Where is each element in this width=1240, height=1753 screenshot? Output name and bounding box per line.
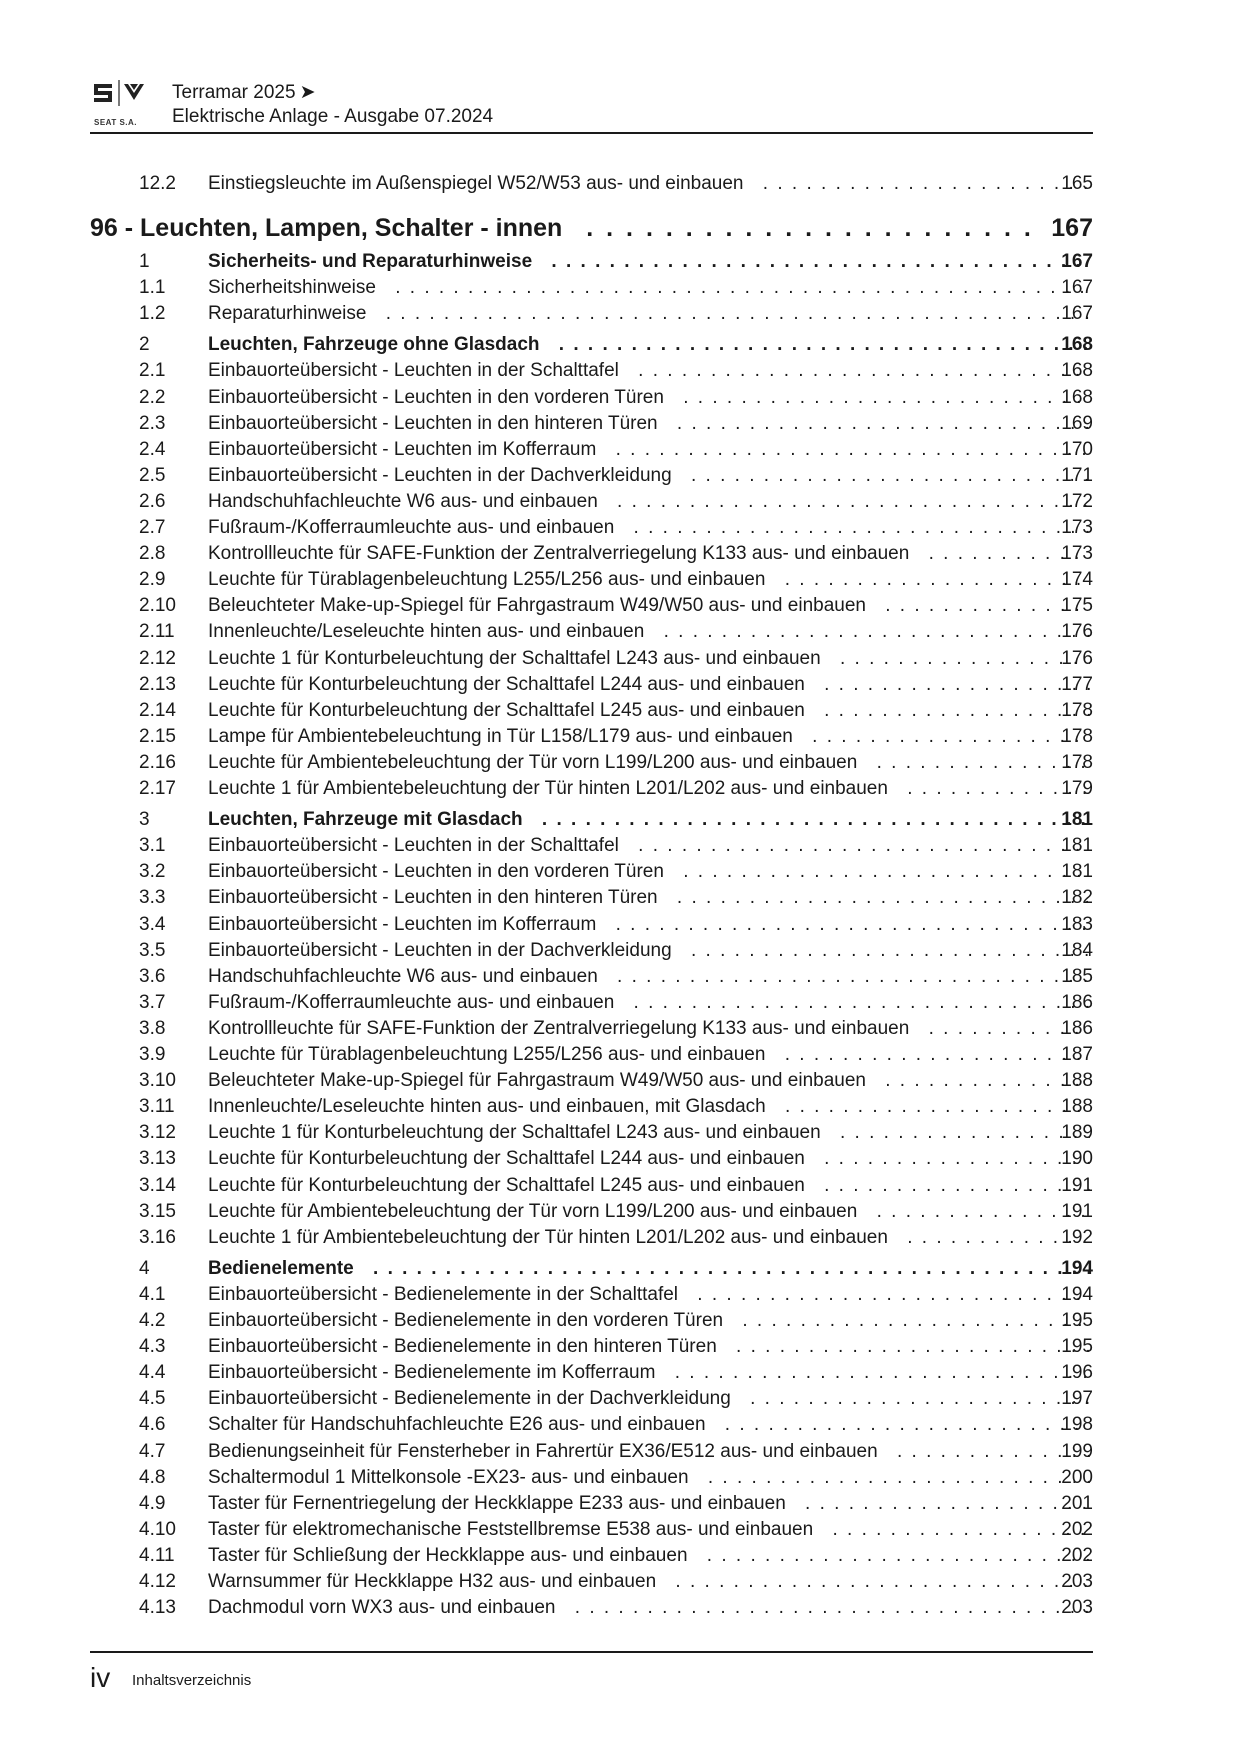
toc-entry-title: Leuchte für Konturbeleuchtung der Schalttafel L244 aus- und einbauen . . . — [208, 672, 1090, 698]
toc-entry-num: 2.8 — [139, 543, 166, 565]
document-subtitle: Elektrische Anlage - Ausgabe 07.2024 — [172, 106, 494, 127]
toc-entry-num: 2.1 — [139, 360, 166, 382]
toc-entry-page: 177 — [1061, 673, 1093, 695]
toc-entry[interactable] — [0, 859, 1240, 885]
toc-entry-title: Leuchten, Fahrzeuge ohne Glasdach . . . — [208, 332, 1090, 358]
toc-entry-page: 181 — [1061, 835, 1093, 857]
toc-entry-title: Leuchte 1 für Ambientebeleuchtung der Tür hinten L201/L202 aus- und einbauen . . . — [208, 1225, 1090, 1251]
toc-entry-num: 3.15 — [139, 1200, 176, 1222]
toc-entry-title: Einbauorteübersicht - Leuchten in der Dachverkleidung . . . — [208, 463, 1090, 489]
toc-entry-page: 181 — [1061, 861, 1093, 883]
toc-entry-title: Beleuchteter Make-up-Spiegel für Fahrgastraum W49/W50 aus- und einbauen . . . — [208, 1068, 1090, 1094]
toc-entry-title: Schaltermodul 1 Mittelkonsole -EX23- aus- und einbauen . . . — [208, 1465, 1090, 1491]
toc-entry-page: 176 — [1061, 647, 1093, 669]
toc-entry[interactable] — [0, 541, 1240, 567]
toc-entry-num: 4.11 — [139, 1544, 175, 1566]
toc-entry-page: 195 — [1061, 1336, 1093, 1358]
toc-entry-page: 171 — [1061, 464, 1093, 486]
toc-entry-num: 2.9 — [139, 569, 166, 591]
toc-entry-page: 195 — [1061, 1310, 1093, 1331]
toc-entry-num: 2.17 — [139, 778, 176, 799]
toc-entry-page: 188 — [1061, 1096, 1093, 1118]
toc-entry-title: Taster für elektromechanische Feststellbremse E538 aus- und einbauen . . . — [208, 1517, 1090, 1543]
toc-entry-title: Leuchte 1 für Konturbeleuchtung der Schalttafel L243 aus- und einbauen . . . — [208, 1120, 1090, 1146]
toc-entry-page: 182 — [1061, 887, 1093, 909]
toc-entry-num: 4.9 — [139, 1492, 166, 1514]
toc-entry-title: Handschuhfachleuchte W6 aus- und einbauen . . . — [208, 489, 1090, 515]
toc-entry-num: 2.6 — [139, 490, 166, 512]
toc-entry-num: 3.6 — [139, 965, 166, 987]
toc-entry-page: 187 — [1061, 1044, 1093, 1065]
toc-entry-page: 172 — [1061, 490, 1093, 512]
logo-text: SEAT S.A. — [94, 118, 138, 127]
toc-entry-title: Einbauorteübersicht - Leuchten in der Schalttafel . . . — [208, 833, 1090, 859]
toc-entry-title: Reparaturhinweise . . . — [208, 301, 1090, 327]
toc-entry-page: 185 — [1061, 965, 1093, 987]
toc-entry-title: Einbauorteübersicht - Bedienelemente in den vorderen Türen . . . — [208, 1308, 1090, 1334]
toc-entry-num: 3.9 — [139, 1044, 166, 1065]
toc-entry-page: 202 — [1061, 1518, 1093, 1540]
toc-entry-num: 3.10 — [139, 1070, 176, 1092]
toc-entry-page: 175 — [1061, 595, 1093, 617]
toc-entry-page: 176 — [1061, 621, 1093, 643]
toc-entry-title: Leuchte für Konturbeleuchtung der Schalttafel L245 aus- und einbauen . . . — [208, 1173, 1090, 1199]
toc-entry[interactable] — [0, 275, 1240, 301]
toc-entry-page: 194 — [1061, 1283, 1093, 1305]
toc-entry-page: 190 — [1061, 1148, 1093, 1170]
toc-entry-page: 184 — [1061, 939, 1093, 961]
toc-entry-title: Taster für Schließung der Heckklappe aus- und einbauen . . . — [208, 1543, 1090, 1569]
document-title: Terramar 2025 ➤ — [172, 82, 316, 103]
toc-entry-num: 4.3 — [139, 1336, 166, 1358]
toc-entry-page: 178 — [1061, 699, 1093, 721]
toc-entry-title: Innenleuchte/Leseleuchte hinten aus- und einbauen . . . — [208, 619, 1090, 645]
toc-entry-title: Dachmodul vorn WX3 aus- und einbauen . . . — [208, 1595, 1090, 1621]
toc-entry[interactable] — [0, 358, 1240, 384]
toc-entry-num: 3.2 — [139, 861, 166, 883]
toc-entry-title: Einbauorteübersicht - Bedienelemente in der Schalttafel . . . — [208, 1282, 1090, 1308]
toc-entry[interactable] — [0, 1199, 1240, 1225]
toc-entry-title: Einbauorteübersicht - Leuchten im Kofferraum . . . — [208, 912, 1090, 938]
toc-entry[interactable] — [0, 385, 1240, 411]
toc-entry[interactable] — [0, 990, 1240, 1016]
toc-entry-num: 2.3 — [139, 412, 166, 434]
toc-entry-page: 179 — [1061, 778, 1093, 799]
toc-entry-title: Warnsummer für Heckklappe H32 aus- und einbauen . . . — [208, 1569, 1090, 1595]
toc-entry[interactable] — [0, 750, 1240, 776]
toc-entry-title: Kontrollleuchte für SAFE-Funktion der Zentralverriegelung K133 aus- und einbauen . . . — [208, 541, 1090, 567]
toc-entry[interactable] — [0, 833, 1240, 859]
toc-entry[interactable] — [0, 1543, 1240, 1569]
toc-entry-title: Einbauorteübersicht - Leuchten in den hinteren Türen . . . — [208, 885, 1090, 911]
toc-entry[interactable] — [0, 1491, 1240, 1517]
toc-entry-num: 4.8 — [139, 1466, 166, 1488]
toc-entry-page: 168 — [1061, 334, 1093, 356]
toc-entry-num: 3.16 — [139, 1226, 176, 1248]
toc-entry[interactable] — [0, 724, 1240, 750]
toc-entry-page: 168 — [1061, 386, 1093, 408]
toc-section-heading[interactable] — [0, 1256, 1240, 1282]
toc-entry-title: Einbauorteübersicht - Bedienelemente in den hinteren Türen . . . — [208, 1334, 1090, 1360]
toc-entry-num: 3.4 — [139, 913, 166, 935]
toc-entry-num: 2.15 — [139, 725, 176, 747]
toc-entry-page: 194 — [1061, 1257, 1093, 1279]
toc-entry-num: 3.7 — [139, 991, 166, 1013]
toc-section-heading[interactable] — [0, 807, 1240, 833]
toc-entry[interactable] — [0, 411, 1240, 437]
toc-entry[interactable] — [0, 1412, 1240, 1438]
toc-entry-title: Leuchte für Türablagenbeleuchtung L255/L256 aus- und einbauen . . . — [208, 567, 1090, 593]
toc-entry-num: 2.14 — [139, 699, 176, 721]
toc-entry-page: 173 — [1061, 543, 1093, 565]
toc-entry-num: 2.4 — [139, 438, 166, 460]
toc-entry[interactable] — [0, 1016, 1240, 1042]
toc-entry[interactable] — [0, 912, 1240, 938]
toc-entry-page: 201 — [1061, 1492, 1093, 1514]
toc-entry[interactable] — [0, 964, 1240, 990]
toc-entry-num: 1.1 — [139, 277, 166, 299]
toc-entry-num: 3.14 — [139, 1174, 176, 1196]
toc-entry-page: 183 — [1061, 913, 1093, 935]
toc-entry-num: 2.13 — [139, 673, 176, 695]
toc-entry-page: 189 — [1061, 1122, 1093, 1144]
toc-entry-page: 191 — [1061, 1174, 1093, 1196]
toc-entry-title: Leuchte 1 für Konturbeleuchtung der Schalttafel L243 aus- und einbauen . . . — [208, 646, 1090, 672]
toc-entry-num: 4.12 — [139, 1571, 176, 1592]
toc-entry-num: 2 — [139, 334, 150, 356]
toc-entry-page: 203 — [1061, 1597, 1093, 1619]
toc-entry-num: 4.5 — [139, 1388, 166, 1410]
toc-entry-title: Einbauorteübersicht - Leuchten in der Dachverkleidung . . . — [208, 938, 1090, 964]
toc-entry[interactable] — [0, 1308, 1240, 1334]
toc-entry[interactable] — [0, 1282, 1240, 1308]
toc-entry-page: 169 — [1061, 412, 1093, 434]
page-number: iv — [90, 1662, 111, 1693]
toc-entry[interactable] — [0, 646, 1240, 672]
toc-entry[interactable] — [0, 593, 1240, 619]
toc-entry[interactable] — [0, 437, 1240, 463]
toc-entry-num: 2.16 — [139, 751, 176, 773]
toc-section-heading[interactable] — [0, 249, 1240, 275]
toc-entry[interactable] — [0, 301, 1240, 327]
toc-entry-num: 1.2 — [139, 303, 166, 325]
toc-entry[interactable] — [0, 885, 1240, 911]
toc-entry-title: Innenleuchte/Leseleuchte hinten aus- und einbauen, mit Glasdach . . . — [208, 1094, 1090, 1120]
toc-entry[interactable] — [0, 1569, 1240, 1595]
toc-entry-page: 173 — [1061, 517, 1093, 538]
toc-entry-num: 2.5 — [139, 464, 166, 486]
toc-entry[interactable] — [0, 1517, 1240, 1543]
toc-entry-page: 178 — [1061, 725, 1093, 747]
toc-entry-title: Leuchte für Ambientebeleuchtung der Tür vorn L199/L200 aus- und einbauen . . . — [208, 1199, 1090, 1225]
toc-entry[interactable] — [0, 1094, 1240, 1120]
arrow-icon: ➤ — [299, 82, 316, 103]
toc-entry-num: 3.1 — [139, 835, 166, 857]
toc-entry-num: 3.13 — [139, 1148, 176, 1170]
toc-entry-page: 170 — [1061, 438, 1093, 460]
toc-entry-num: 4.1 — [139, 1283, 166, 1305]
toc-entry-num: 4.7 — [139, 1440, 166, 1462]
toc-entry-num: 3.12 — [139, 1122, 176, 1144]
toc-entry[interactable] — [0, 1120, 1240, 1146]
toc-entry-page: 192 — [1061, 1226, 1093, 1248]
toc-entry-num: 2.11 — [139, 621, 175, 643]
toc-entry-page: 200 — [1061, 1466, 1093, 1488]
toc-entry[interactable]: 12.2 Einstiegsleuchte im Außenspiegel W52/W53 aus- und einbauen . . . 165 — [0, 171, 1240, 197]
toc-entry[interactable] — [0, 1146, 1240, 1172]
toc-entry-title: Einbauorteübersicht - Leuchten in den vorderen Türen . . . — [208, 859, 1090, 885]
page-header — [90, 70, 1093, 135]
toc-entry[interactable] — [0, 463, 1240, 489]
toc-entry-page: 203 — [1061, 1571, 1093, 1592]
toc-entry-num: 3 — [139, 809, 150, 831]
toc-entry-num: 2.10 — [139, 595, 176, 617]
toc-entry-num: 4 — [139, 1257, 150, 1279]
toc-entry[interactable] — [0, 567, 1240, 593]
toc-entry-title: Leuchte für Ambientebeleuchtung der Tür vorn L199/L200 aus- und einbauen . . . — [208, 750, 1090, 776]
toc-entry-title: Schalter für Handschuhfachleuchte E26 aus- und einbauen . . . — [208, 1412, 1090, 1438]
toc-section-heading[interactable] — [0, 332, 1240, 358]
toc-entry[interactable] — [0, 1595, 1240, 1621]
toc-entry[interactable] — [0, 1225, 1240, 1251]
toc-entry-page: 167 — [1061, 277, 1093, 299]
toc-entry-title: Fußraum-/Kofferraumleuchte aus- und einbauen . . . — [208, 990, 1090, 1016]
toc-entry-title: Leuchte 1 für Ambientebeleuchtung der Tür hinten L201/L202 aus- und einbauen . . . — [208, 776, 1090, 802]
toc-entry-title: Leuchte für Konturbeleuchtung der Schalttafel L245 aus- und einbauen . . . — [208, 698, 1090, 724]
toc-entry-num: 1 — [139, 251, 150, 272]
toc-entry-page: 186 — [1061, 991, 1093, 1013]
toc-entry-page: 188 — [1061, 1070, 1093, 1092]
toc-entry-page: 199 — [1061, 1440, 1093, 1462]
toc-entry-title: Einbauorteübersicht - Leuchten in den hinteren Türen . . . — [208, 411, 1090, 437]
toc-entry[interactable] — [0, 672, 1240, 698]
toc-entry-num: 2.12 — [139, 647, 176, 669]
toc-entry[interactable] — [0, 1465, 1240, 1491]
toc-entry[interactable] — [0, 938, 1240, 964]
toc-entry-title: Lampe für Ambientebeleuchtung in Tür L158/L179 aus- und einbauen . . . — [208, 724, 1090, 750]
toc-entry-page: 168 — [1061, 360, 1093, 382]
toc-entry-num: 3.5 — [139, 939, 166, 961]
toc-entry-title: Einbauorteübersicht - Leuchten im Kofferraum . . . — [208, 437, 1090, 463]
toc-entry-page: 181 — [1061, 809, 1093, 831]
toc-entry-num: 4.6 — [139, 1414, 166, 1436]
toc-entry-title: Bedienungseinheit für Fensterheber in Fahrertür EX36/E512 aus- und einbauen . . . — [208, 1439, 1090, 1465]
toc-entry-title: Sicherheitshinweise . . . — [208, 275, 1090, 301]
toc-entry[interactable] — [0, 619, 1240, 645]
toc-entry-num: 4.4 — [139, 1362, 166, 1384]
toc-entry-title: Leuchte für Konturbeleuchtung der Schalttafel L244 aus- und einbauen . . . — [208, 1146, 1090, 1172]
toc-entry[interactable] — [0, 698, 1240, 724]
toc-entry[interactable] — [0, 1173, 1240, 1199]
toc-entry-page: 178 — [1061, 751, 1093, 773]
toc-entry[interactable] — [0, 1068, 1240, 1094]
toc-entry-title: Einbauorteübersicht - Leuchten in den vorderen Türen . . . — [208, 385, 1090, 411]
toc-entry-title: Bedienelemente . . . — [208, 1256, 1090, 1282]
header-divider — [90, 132, 1093, 134]
toc-entry-page: 167 — [1061, 303, 1093, 325]
toc-entry[interactable] — [0, 1042, 1240, 1068]
toc-entry-page: 202 — [1061, 1544, 1093, 1566]
toc-entry-num: 4.13 — [139, 1597, 176, 1619]
toc-entry[interactable] — [0, 1360, 1240, 1386]
toc-chapter-heading[interactable]: 96 - Leuchten, Lampen, Schalter - innen . . . 167 — [0, 210, 1240, 246]
toc-entry-title: Einbauorteübersicht - Bedienelemente in der Dachverkleidung . . . — [208, 1386, 1090, 1412]
toc-entry[interactable] — [0, 1386, 1240, 1412]
toc-entry-page: 197 — [1061, 1388, 1093, 1410]
toc-entry-num: 4.2 — [139, 1310, 166, 1331]
footer-divider — [90, 1651, 1093, 1653]
toc-entry[interactable] — [0, 1439, 1240, 1465]
toc-entry-title: Einbauorteübersicht - Bedienelemente im Kofferraum . . . — [208, 1360, 1090, 1386]
toc-entry-num: 3.8 — [139, 1017, 166, 1039]
toc-entry-title: Sicherheits- und Reparaturhinweise . . . — [208, 249, 1090, 275]
toc-entry-page: 167 — [1061, 251, 1093, 272]
toc-entry-page: 196 — [1061, 1362, 1093, 1384]
toc-entry[interactable] — [0, 489, 1240, 515]
toc-entry-num: 4.10 — [139, 1518, 176, 1540]
footer-label: Inhaltsverzeichnis — [132, 1672, 252, 1689]
toc-entry-title: Einbauorteübersicht - Leuchten in der Schalttafel . . . — [208, 358, 1090, 384]
toc-entry[interactable] — [0, 515, 1240, 541]
toc-entry-title: Leuchte für Türablagenbeleuchtung L255/L256 aus- und einbauen . . . — [208, 1042, 1090, 1068]
toc-entry[interactable] — [0, 1334, 1240, 1360]
toc-entry-title: Taster für Fernentriegelung der Heckklappe E233 aus- und einbauen . . . — [208, 1491, 1090, 1517]
toc-entry-title: Kontrollleuchte für SAFE-Funktion der Zentralverriegelung K133 aus- und einbauen . . . — [208, 1016, 1090, 1042]
toc-entry-page: 191 — [1061, 1200, 1093, 1222]
toc-entry-title: Fußraum-/Kofferraumleuchte aus- und einbauen . . . — [208, 515, 1090, 541]
toc-entry-page: 186 — [1061, 1017, 1093, 1039]
toc-entry-page: 198 — [1061, 1414, 1093, 1436]
toc-entry-page: 174 — [1061, 569, 1093, 591]
toc-entry-title: Beleuchteter Make-up-Spiegel für Fahrgastraum W49/W50 aus- und einbauen . . . — [208, 593, 1090, 619]
toc-entry-title: Leuchten, Fahrzeuge mit Glasdach . . . — [208, 807, 1090, 833]
toc-entry[interactable] — [0, 776, 1240, 802]
toc-entry-num: 2.7 — [139, 517, 166, 538]
toc-entry-num: 3.3 — [139, 887, 166, 909]
seat-cupra-logo — [90, 76, 152, 116]
toc-entry-num: 3.11 — [139, 1096, 175, 1118]
toc-entry-title: Handschuhfachleuchte W6 aus- und einbauen . . . — [208, 964, 1090, 990]
toc-entry-num: 2.2 — [139, 386, 166, 408]
